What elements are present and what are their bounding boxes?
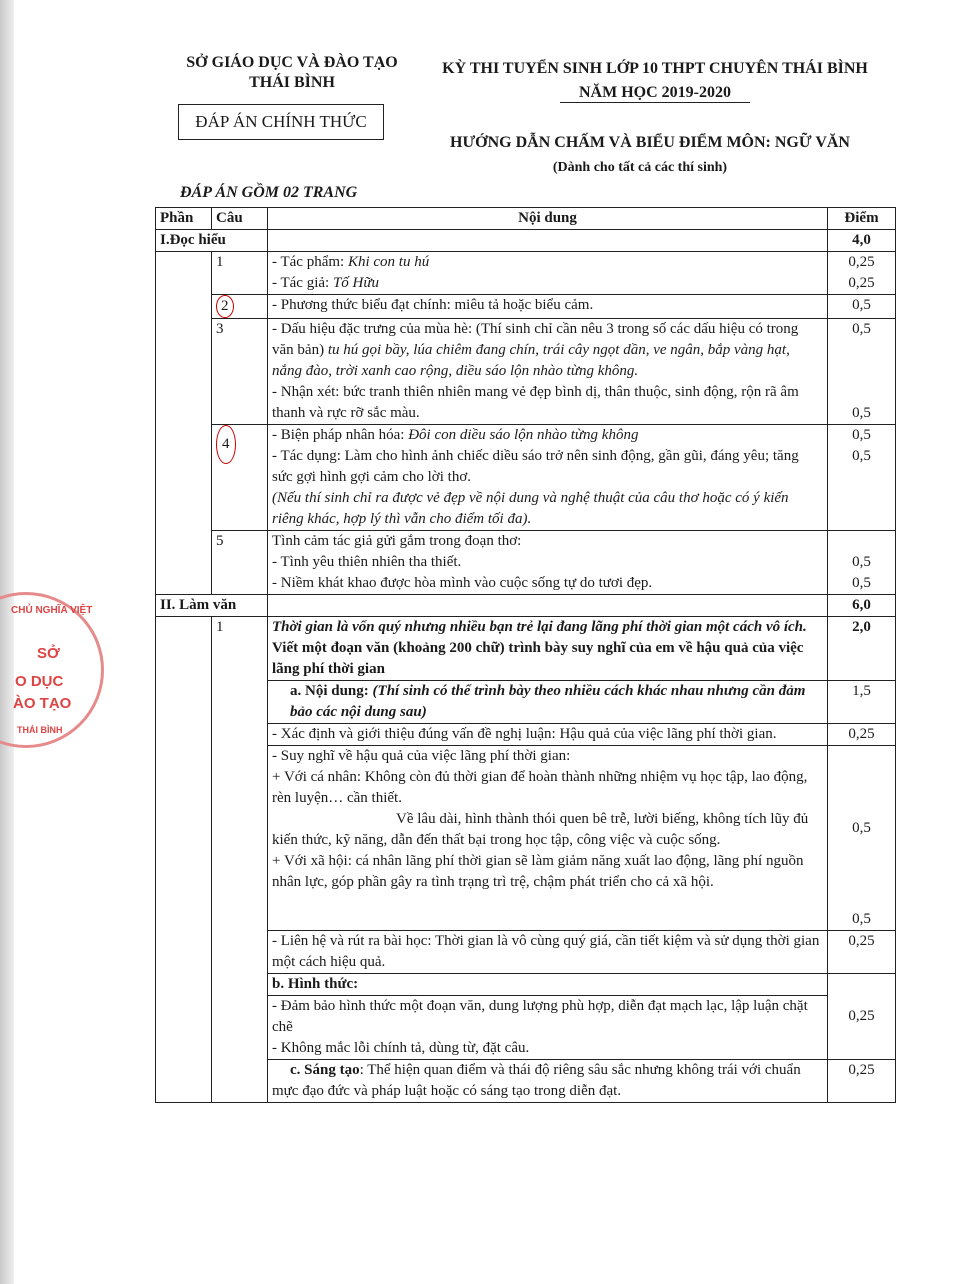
section-title: I.Đọc hiểu xyxy=(156,230,268,252)
answer-score: 0,5 0,5 xyxy=(828,319,896,425)
stamp-arc-text: CHỦ NGHĨA VIỆT xyxy=(11,605,93,616)
question-number xyxy=(212,295,268,319)
table-row xyxy=(156,252,896,295)
answer-content: - Dấu hiệu đặc trưng của mùa hè: (Thí sinh chỉ cần nêu 3 trong số các dấu hiệu có trong văn bản) tu hú gọi bầy, lúa chiêm đang chín, trái cây ngọt dần, ve ngân, bắp vàng hạt, nắng đào, trời xanh cao rộng, diều sáo lộn nhào từng không. - Nhận xét: bức tranh thiên nhiên mang vẻ đẹp bình dị, thân thuộc, sinh động, rộn rã âm thanh và rực rỡ sắc màu. xyxy=(268,319,828,425)
table-row xyxy=(156,531,896,595)
table-row xyxy=(156,295,896,319)
stamp-line-4: THÁI BÌNH xyxy=(17,725,63,735)
question-number: 5 xyxy=(212,531,268,595)
header-question: Câu xyxy=(212,208,268,230)
official-answer-box: ĐÁP ÁN CHÍNH THỨC xyxy=(178,104,384,140)
exam-title: KỲ THI TUYỂN SINH LỚP 10 THPT CHUYÊN THÁI BÌNH xyxy=(442,60,868,77)
criteria-content: - Xác định và giới thiệu đúng vấn đề nghị luận: Hậu quả của việc lãng phí thời gian. xyxy=(268,724,828,746)
section-score: 4,0 xyxy=(828,230,896,252)
province-name: THÁI BÌNH xyxy=(249,74,335,91)
answer-content: Tình cảm tác giả gửi gắm trong đoạn thơ: - Tình yêu thiên nhiên tha thiết. - Niềm khát khao được hòa mình vào cuộc sống tự do tươi đẹp. xyxy=(268,531,828,595)
section-row xyxy=(156,230,896,252)
circled-mark: 2 xyxy=(216,295,234,318)
circled-mark: 4 xyxy=(216,425,236,464)
stamp-line-2: O DỤC xyxy=(15,673,64,690)
answer-content: - Phương thức biểu đạt chính: miêu tả hoặc biểu cảm. xyxy=(268,295,828,319)
question-number: 1 xyxy=(212,617,268,1103)
table-row xyxy=(156,617,896,681)
criteria-content: b. Hình thức: xyxy=(268,974,828,996)
section-title: II. Làm văn xyxy=(156,595,268,617)
answer-score: 0,25 xyxy=(828,724,896,746)
for-all-candidates: (Dành cho tất cả các thí sinh) xyxy=(552,160,728,175)
table-header-row xyxy=(156,208,896,230)
answer-content: - Tác phẩm: Khi con tu hú - Tác giả: Tố Hữu xyxy=(268,252,828,295)
answer-score: 0,5 0,5 xyxy=(828,746,896,931)
table-row xyxy=(156,319,896,425)
answer-score: 0,25 xyxy=(828,931,896,974)
answer-score: 1,5 xyxy=(828,681,896,724)
answer-score: 0,25 0,25 xyxy=(828,252,896,295)
answer-score: 0,5 0,5 xyxy=(828,531,896,595)
section-score: 6,0 xyxy=(828,595,896,617)
page-count: ĐÁP ÁN GỒM 02 TRANG xyxy=(180,184,358,201)
question-number xyxy=(212,425,268,531)
answer-score: 0,5 xyxy=(828,295,896,319)
criteria-content: - Đảm bảo hình thức một đoạn văn, dung lượng phù hợp, diễn đạt mạch lạc, lập luận chặt chẽ - Không mắc lỗi chính tả, dùng từ, đặt câu. xyxy=(268,996,828,1060)
answer-table xyxy=(155,207,896,1103)
stamp-line-3: ÀO TẠO xyxy=(13,695,72,712)
table-row xyxy=(156,425,896,531)
header-content: Nội dung xyxy=(268,208,828,230)
answer-score: 2,0 xyxy=(828,617,896,681)
answer-score: 0,25 xyxy=(828,974,896,1060)
criteria-content: - Liên hệ và rút ra bài học: Thời gian là vô cùng quý giá, cần tiết kiệm và sử dụng thời gian một cách hiệu quả. xyxy=(268,931,828,974)
answer-score: 0,5 0,5 xyxy=(828,425,896,531)
criteria-content: c. Sáng tạo: Thể hiện quan điểm và thái độ riêng sâu sắc nhưng không trái với chuẩn mực đạo đức và pháp luật hoặc có sáng tạo trong diễn đạt. xyxy=(268,1060,828,1103)
answer-content: - Biện pháp nhân hóa: Đôi con diều sáo lộn nhào từng không - Tác dụng: Làm cho hình ảnh chiếc diều sáo trở nên sinh động, gần gũi, đáng yêu; tăng sức gợi hình gợi cảm cho lời thơ. (Nếu thí sinh chỉ ra được vẻ đẹp về nội dung và nghệ thuật của câu thơ hoặc có ý kiến riêng khác, hợp lý thì vẫn cho điểm tối đa). xyxy=(268,425,828,531)
grading-guide-title: HƯỚNG DẪN CHẤM VÀ BIỂU ĐIỂM MÔN: NGỮ VĂN xyxy=(450,134,850,151)
stamp-line-1: SỞ xyxy=(37,645,60,662)
official-stamp xyxy=(0,592,104,748)
school-year: NĂM HỌC 2019-2020 xyxy=(560,84,750,103)
header-part: Phần xyxy=(156,208,212,230)
answer-score: 0,25 xyxy=(828,1060,896,1103)
section-row xyxy=(156,595,896,617)
dept-name: SỞ GIÁO DỤC VÀ ĐÀO TẠO xyxy=(186,54,398,71)
header-score: Điểm xyxy=(828,208,896,230)
question-number: 1 xyxy=(212,252,268,295)
essay-prompt: Thời gian là vốn quý nhưng nhiều bạn trẻ lại đang lãng phí thời gian một cách vô ích. Viết một đoạn văn (khoảng 200 chữ) trình bày suy nghĩ của em về hậu quả của việc lãng phí thời gian xyxy=(268,617,828,681)
criteria-content: - Suy nghĩ về hậu quả của việc lãng phí thời gian: + Với cá nhân: Không còn đủ thời gian để hoàn thành những nhiệm vụ học tập, lao động, rèn luyện… cần thiết. Về lâu dài, hình thành thói quen bê trễ, lười biếng, không tích lũy đủ kiến thức, kỹ năng, dẫn đến thất bại trong học tập, công việc và cuộc sống. + Với xã hội: cá nhân lãng phí thời gian sẽ làm giảm năng xuất lao động, lãng phí nguồn nhân lực, góp phần gây ra tình trạng trì trệ, chậm phát triển cho cả xã hội. xyxy=(268,746,828,931)
question-number: 3 xyxy=(212,319,268,425)
criteria-content: a. Nội dung: (Thí sinh có thể trình bày theo nhiều cách khác nhau nhưng cần đảm bảo các nội dung sau) xyxy=(268,681,828,724)
